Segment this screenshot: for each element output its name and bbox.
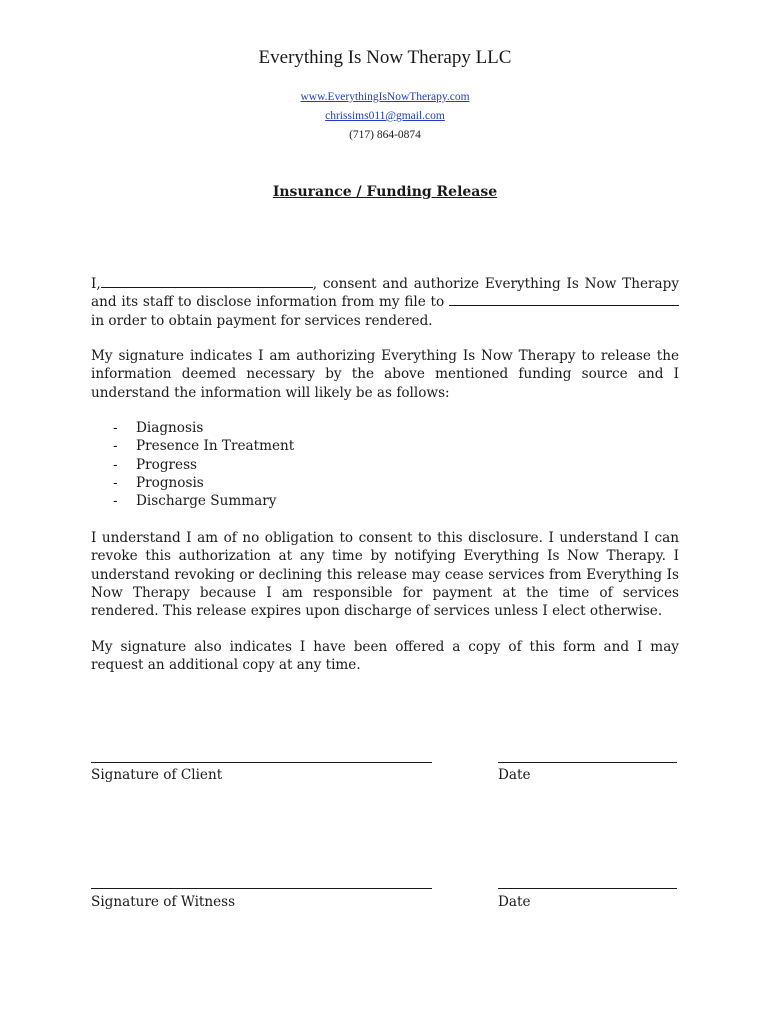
client-name-blank[interactable] (101, 275, 313, 288)
list-item: - Prognosis (113, 474, 204, 491)
client-date-label: Date (498, 767, 531, 783)
copy-paragraph: My signature also indicates I have been offered a copy of this form and I may request an additional copy at any time. (91, 639, 679, 674)
company-name: Everything Is Now Therapy LLC (258, 47, 512, 68)
bullet-dash: - (113, 420, 118, 436)
list-item: - Progress (113, 456, 198, 473)
document-title: Insurance / Funding Release (272, 184, 498, 200)
revocation-paragraph: I understand I am of no obligation to consent to this disclosure. I understand I can revoke this authorization at any time by notifying Everything Is Now Therapy. I understand revoking or declining this release may cease services from Everything Is Now Therapy because I am responsible for payment at the time of services rendered. This release expires upon discharge of services unless I elect otherwise. (91, 530, 679, 620)
client-signature-line[interactable] (91, 762, 432, 763)
list-item: - Discharge Summary (113, 493, 277, 510)
bullet-dash: - (113, 456, 118, 473)
email-link[interactable]: chrissims011@gmail.com (325, 110, 445, 122)
phone-number: (717) 864-0874 (349, 129, 421, 141)
authorization-paragraph: My signature indicates I am authorizing Everything Is Now Therapy to release the information deemed necessary by the above mentioned funding source and I understand the information will likely be as follows: (91, 348, 679, 401)
witness-date-label: Date (498, 894, 531, 910)
consent-text-1: , consent and authorize Everything Is Now Therapy and its staff to disclose information from my file to (91, 276, 679, 311)
witness-signature-label: Signature of Witness (91, 894, 236, 910)
client-date-line[interactable] (498, 762, 677, 763)
bullet-dash: - (113, 493, 118, 510)
list-item: - Diagnosis (113, 420, 204, 436)
consent-prefix: I, (91, 276, 101, 292)
email-link-row (0, 110, 770, 122)
website-link-row (0, 91, 770, 103)
website-link[interactable]: www.EverythingIsNowTherapy.com (300, 91, 470, 103)
bullet-dash: - (113, 438, 118, 455)
info-list (113, 419, 294, 510)
witness-signature-line[interactable] (91, 888, 432, 889)
witness-date-line[interactable] (498, 888, 677, 889)
funding-source-blank[interactable] (449, 293, 679, 306)
client-signature-label: Signature of Client (91, 767, 223, 783)
list-item: - Presence In Treatment (113, 438, 295, 455)
consent-text-2: in order to obtain payment for services rendered. (91, 312, 433, 329)
bullet-dash: - (113, 474, 118, 491)
consent-paragraph (91, 275, 679, 330)
